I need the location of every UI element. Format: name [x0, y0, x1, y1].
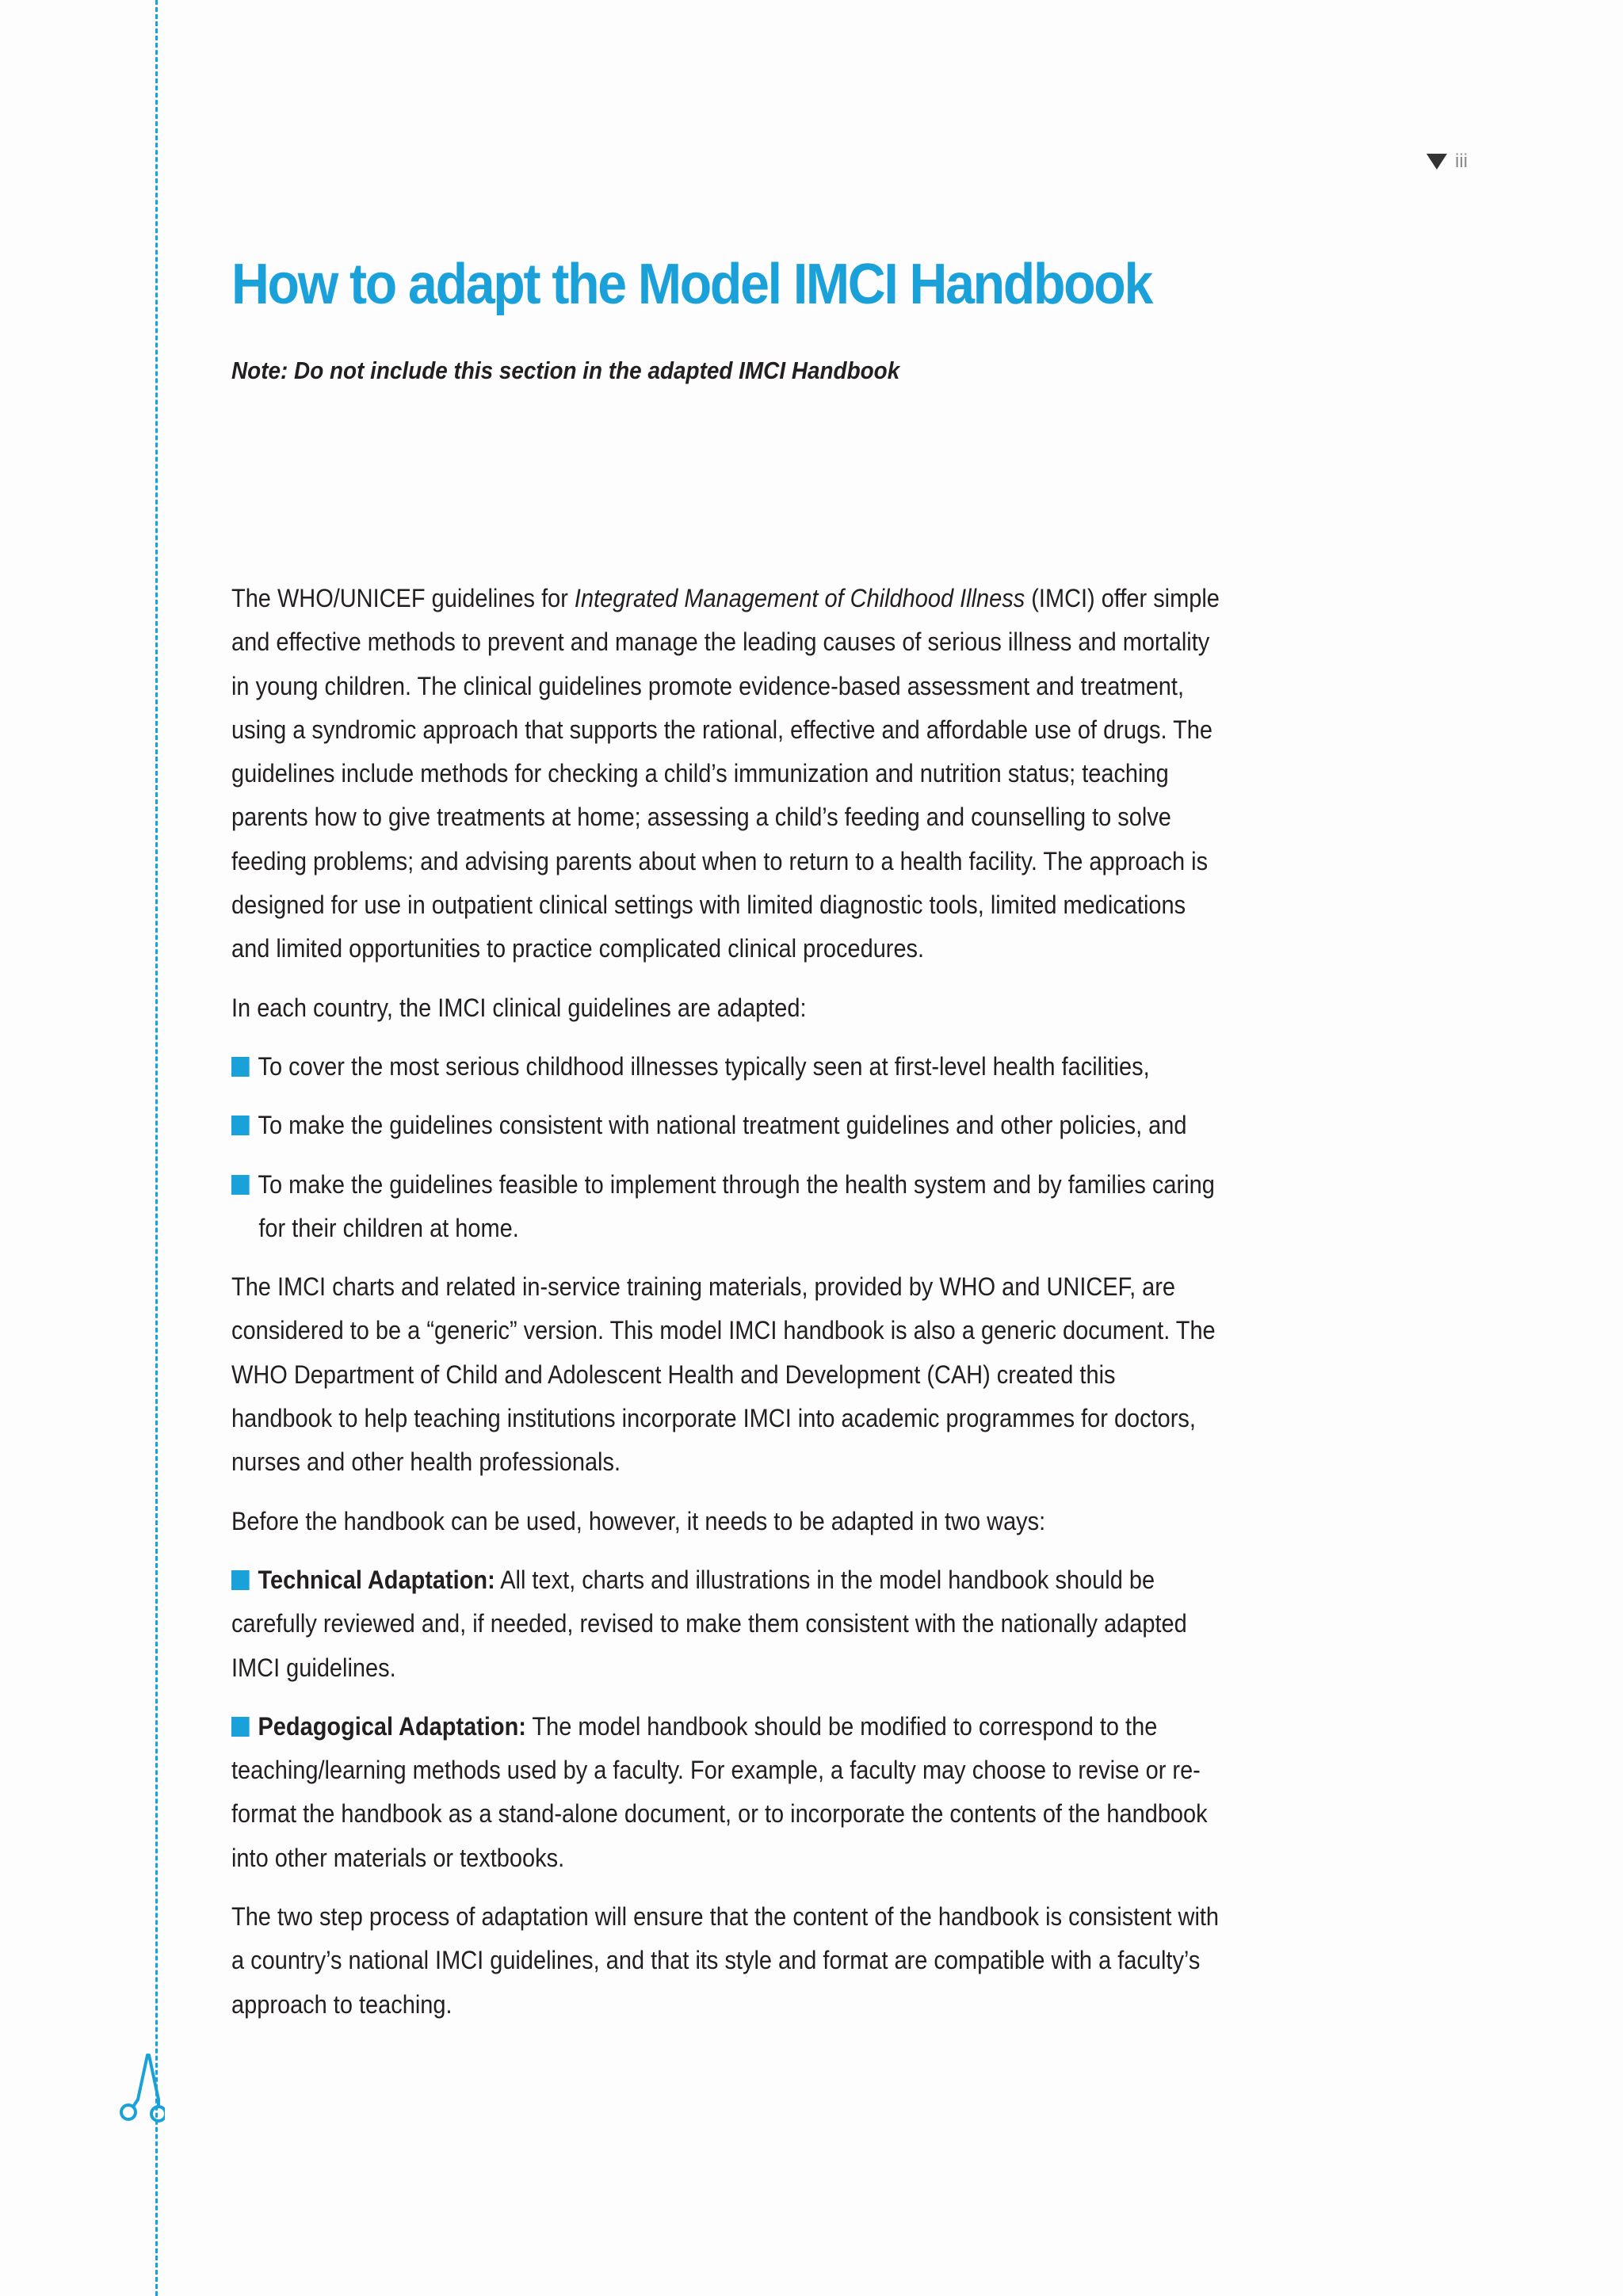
- square-bullet-icon: [231, 1175, 250, 1195]
- intro-paragraph: The WHO/UNICEF guidelines for Integrated Management of Childhood Illness (IMCI) offer simple and effective methods to prevent and manage the leading causes of serious illness and mortality in young children. The clinical guidelines promote evidence-based assessment and treatment, using a syndromic approach that supports the rational, effective and affordable use of drugs. The guidelines include methods for checking a child’s immunization and nutrition status; teaching parents how to give treatments at home; assessing a child’s feeding and counselling to solve feeding problems; and advising parents about when to return to a health facility. The approach is designed for use in outpatient clinical settings with limited diagnostic tools, limited medications and limited opportunities to practice complicated clinical procedures.: [231, 584, 1220, 963]
- page-marker: [1426, 151, 1468, 173]
- ways-lead: Before the handbook can be used, however, it needs to be adapted in two ways:: [231, 1506, 1046, 1535]
- list-item: To make the guidelines consistent with national treatment guidelines and other policies, and: [231, 1104, 1221, 1147]
- generic-paragraph: The IMCI charts and related in-service training materials, provided by WHO and UNICEF, are considered to be a “generic” version. This model IMCI handbook is also a generic document. The WHO Department of Child and Adolescent Health and Development (CAH) created this handbook to help teaching institutions incorporate IMCI into academic programmes for doctors, nurses and other health professionals.: [231, 1272, 1216, 1477]
- section-note: Note: Do not include this section in the adapted IMCI Handbook: [231, 357, 900, 384]
- list-item: To make the guidelines feasible to implement through the health system and by families caring for their children at home.: [231, 1163, 1221, 1251]
- square-bullet-icon: [231, 1717, 250, 1737]
- technical-adaptation: Technical Adaptation: All text, charts and illustrations in the model handbook should be carefully reviewed and, if needed, revised to make them consistent with the nationally adapted IMCI guidelines.: [231, 1565, 1187, 1682]
- page-number: iii: [1455, 151, 1468, 172]
- cut-line: [155, 0, 158, 2296]
- page-title: How to adapt the Model IMCI Handbook: [231, 253, 1151, 316]
- technical-adaptation-label: Technical Adaptation:: [258, 1565, 495, 1594]
- list-item: To cover the most serious childhood illnesses typically seen at first-level health facilities,: [231, 1045, 1221, 1089]
- square-bullet-icon: [231, 1057, 250, 1077]
- imci-italic-term: Integrated Management of Childhood Illness: [574, 584, 1025, 612]
- body-text: [231, 577, 1221, 2042]
- triangle-down-icon: [1426, 154, 1447, 170]
- scissors-icon: [109, 2050, 165, 2130]
- adapted-lead: In each country, the IMCI clinical guidelines are adapted:: [231, 993, 807, 1022]
- pedagogical-adaptation: Pedagogical Adaptation: The model handbook should be modified to correspond to the teaching/learning methods used by a faculty. For example, a faculty may choose to revise or re-format the handbook as a stand-alone document, or to incorporate the contents of the handbook into other materials or textbooks.: [231, 1711, 1208, 1872]
- pedagogical-adaptation-label: Pedagogical Adaptation:: [258, 1711, 526, 1741]
- closing-paragraph: The two step process of adaptation will ensure that the content of the handbook is consistent with a country’s national IMCI guidelines, and that its style and format are compatible with a faculty’s approach to teaching.: [231, 1902, 1220, 2019]
- square-bullet-icon: [231, 1116, 250, 1135]
- square-bullet-icon: [231, 1570, 250, 1590]
